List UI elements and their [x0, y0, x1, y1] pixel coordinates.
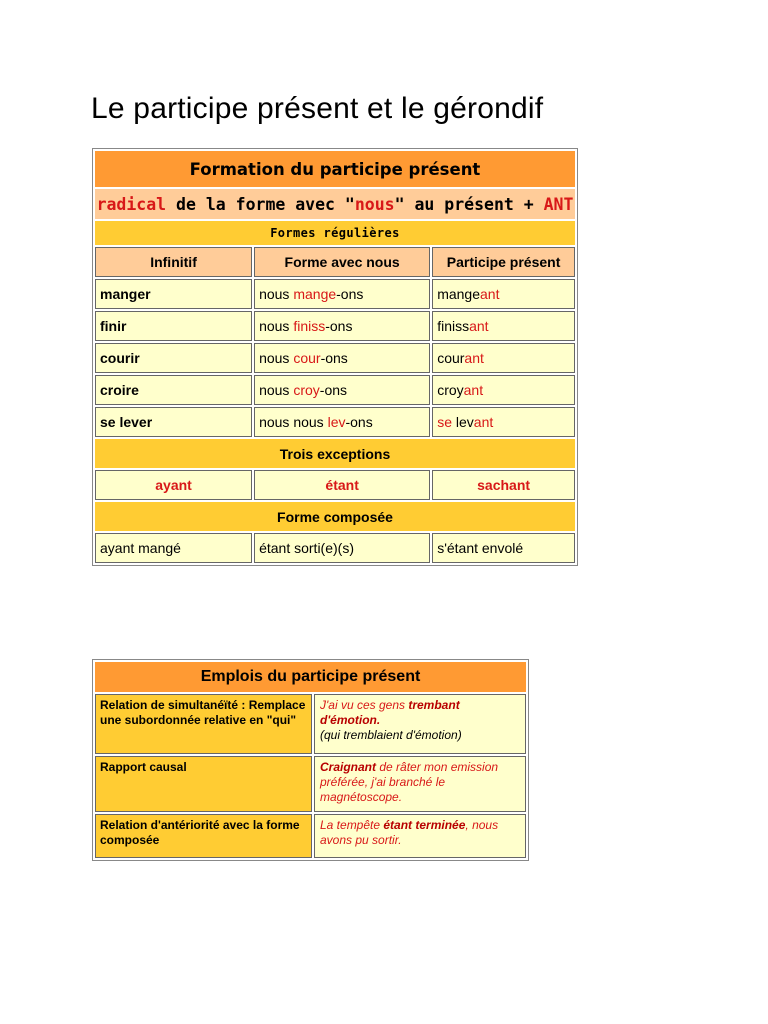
nous-ending: -ons: [325, 318, 353, 334]
exceptions-header: Trois exceptions: [95, 439, 575, 468]
nous-stem: mange: [293, 286, 337, 302]
nous-prefix: nous: [259, 286, 294, 302]
participle-ending: ant: [480, 286, 500, 302]
formation-title: Formation du participe présent: [95, 151, 575, 187]
usage-title: Emplois du participe présent: [95, 662, 526, 692]
nous-ending: -ons: [319, 382, 348, 398]
participle-ending: ant: [469, 318, 489, 334]
composed-form-cell: s'étant envolé: [432, 533, 575, 563]
table-row: [95, 343, 575, 373]
nous-form-cell: [254, 279, 430, 309]
exception-etant: étant: [254, 470, 430, 500]
nous-prefix: nous nous: [259, 414, 328, 430]
usage-table: [92, 659, 529, 861]
infinitive-cell: finir: [95, 311, 252, 341]
table-row: [95, 756, 526, 812]
participle-prefix: se: [437, 414, 452, 430]
page-title: Le participe présent et le gérondif: [91, 92, 544, 125]
composed-form-cell: ayant mangé: [95, 533, 252, 563]
table-row: [95, 470, 575, 500]
nous-ending: -ons: [345, 414, 373, 430]
nous-prefix: nous: [259, 350, 294, 366]
formula-text-1: de la forme avec ": [166, 194, 355, 214]
participle-stem: mange: [437, 286, 480, 302]
example-highlight: Craignant: [320, 760, 377, 774]
participle-cell: [432, 311, 575, 341]
table-row: [95, 533, 575, 563]
nous-stem: lev: [327, 414, 346, 430]
nous-stem: croy: [293, 382, 320, 398]
participle-cell: [432, 407, 575, 437]
usage-example: [314, 694, 526, 754]
nous-ending: -ons: [336, 286, 364, 302]
table-row: [95, 375, 575, 405]
participle-cell: [432, 343, 575, 373]
column-header-participe-present: Participe présent: [432, 247, 575, 277]
participle-cell: [432, 279, 575, 309]
table-row: [95, 814, 526, 858]
table-row: [95, 694, 526, 754]
participle-stem: croy: [437, 382, 464, 398]
usage-label: Rapport causal: [95, 756, 312, 812]
formation-formula: [95, 189, 575, 219]
nous-prefix: nous: [259, 318, 294, 334]
nous-stem: cour: [293, 350, 321, 366]
usage-label: Relation de simultanéïté : Remplace une subordonnée relative en "qui": [95, 694, 312, 754]
participle-ending: ant: [464, 350, 484, 366]
composed-form-header: Forme composée: [95, 502, 575, 531]
nous-form-cell: [254, 343, 430, 373]
regular-forms-header: Formes régulières: [95, 221, 575, 245]
infinitive-cell: se lever: [95, 407, 252, 437]
example-text: J'ai vu ces gens: [320, 698, 409, 712]
example-highlight: étant terminée: [383, 818, 466, 832]
exception-ayant: ayant: [95, 470, 252, 500]
nous-ending: -ons: [320, 350, 348, 366]
formula-radical: radical: [96, 194, 167, 214]
participle-stem: lev: [451, 414, 474, 430]
formation-table: [92, 148, 578, 566]
table-row: [95, 407, 575, 437]
usage-example: [314, 814, 526, 858]
participle-ending: ant: [463, 382, 484, 398]
example-text: de râter mon emission préférée, j'ai branché le magnétoscope.: [320, 760, 499, 804]
formula-text-2: " au présent +: [394, 194, 544, 214]
example-highlight: trembant d'émotion.: [320, 698, 460, 727]
participle-stem: finiss: [437, 318, 470, 334]
formula-ant: ANT: [543, 194, 574, 214]
participle-cell: [432, 375, 575, 405]
table-row: [95, 311, 575, 341]
example-text: La tempête: [320, 818, 384, 832]
participle-stem: cour: [437, 350, 465, 366]
nous-form-cell: [254, 407, 430, 437]
participle-ending: ant: [473, 414, 494, 430]
nous-form-cell: [254, 375, 430, 405]
exception-sachant: sachant: [432, 470, 575, 500]
column-header-infinitif: Infinitif: [95, 247, 252, 277]
formula-nous: nous: [354, 194, 395, 214]
infinitive-cell: manger: [95, 279, 252, 309]
nous-form-cell: [254, 311, 430, 341]
usage-label: Relation d'antériorité avec la forme composée: [95, 814, 312, 858]
nous-stem: finiss: [293, 318, 326, 334]
example-gloss: (qui tremblaient d'émotion): [320, 728, 462, 742]
example-text: , nous avons pu sortir.: [320, 818, 499, 847]
infinitive-cell: courir: [95, 343, 252, 373]
nous-prefix: nous: [259, 382, 294, 398]
composed-form-cell: étant sorti(e)(s): [254, 533, 430, 563]
usage-example: [314, 756, 526, 812]
table-row: [95, 279, 575, 309]
column-header-forme-avec-nous: Forme avec nous: [254, 247, 430, 277]
infinitive-cell: croire: [95, 375, 252, 405]
